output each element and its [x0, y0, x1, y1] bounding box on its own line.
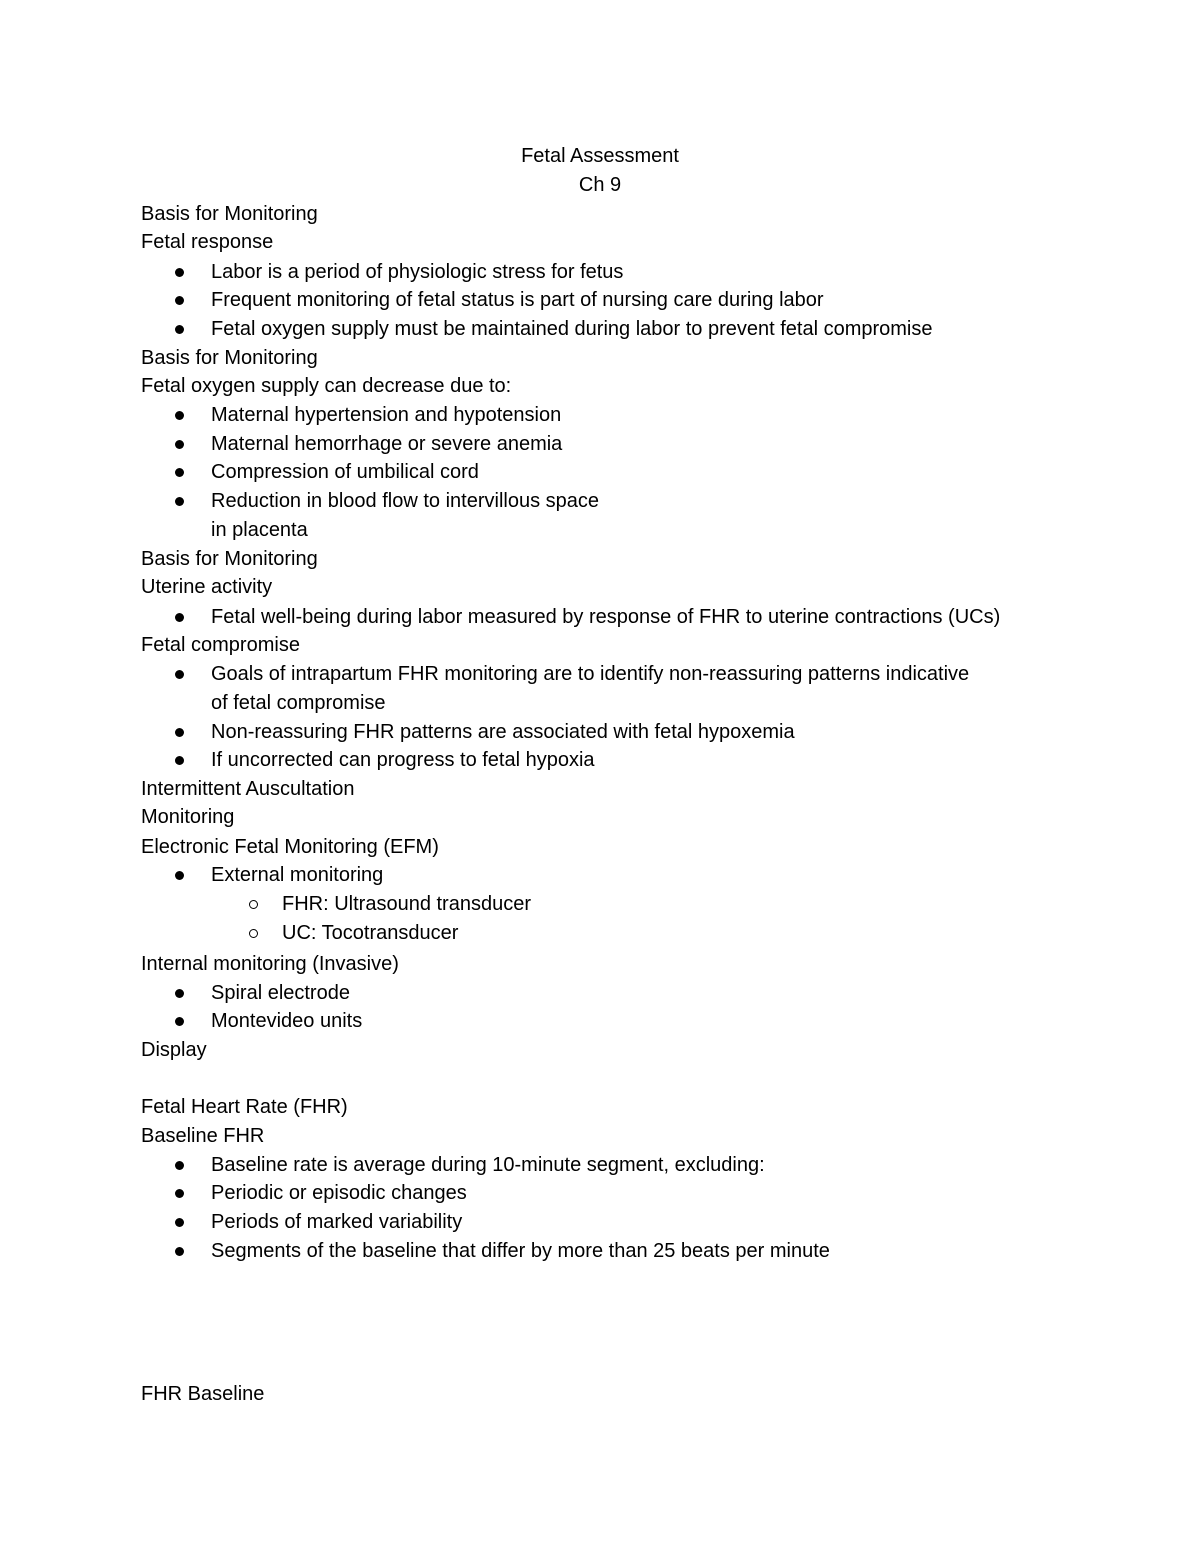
heading-line: Uterine activity — [141, 576, 273, 598]
bullet-dot-icon — [175, 1247, 184, 1256]
bullet-dot-icon — [175, 871, 184, 880]
sub-bullet-item: UC: Tocotransducer — [282, 922, 459, 944]
bullet-dot-icon — [175, 1161, 184, 1170]
bullet-dot-icon — [175, 440, 184, 449]
heading-line: Monitoring — [141, 806, 235, 828]
heading-line: Basis for Monitoring — [141, 548, 318, 570]
bullet-dot-icon — [175, 325, 184, 334]
bullet-item: Spiral electrode — [211, 982, 350, 1004]
heading-line: Baseline FHR — [141, 1125, 265, 1147]
bullet-item: Fetal oxygen supply must be maintained during labor to prevent fetal compromise — [211, 318, 933, 340]
bullet-item: Maternal hemorrhage or severe anemia — [211, 433, 563, 455]
sub-bullet-item: FHR: Ultrasound transducer — [282, 893, 531, 915]
document-subtitle: Ch 9 — [578, 174, 622, 196]
bullet-item: If uncorrected can progress to fetal hypoxia — [211, 749, 595, 771]
bullet-dot-icon — [175, 756, 184, 765]
bullet-item: Goals of intrapartum FHR monitoring are to identify non-reassuring patterns indicative — [211, 663, 970, 685]
heading-line: Fetal Heart Rate (FHR) — [141, 1096, 348, 1118]
bullet-item: Labor is a period of physiologic stress for fetus — [211, 261, 624, 283]
heading-line: Fetal oxygen supply can decrease due to: — [141, 375, 512, 397]
heading-line: FHR Baseline — [141, 1383, 265, 1405]
bullet-dot-icon — [175, 1218, 184, 1227]
bullet-item: Fetal well-being during labor measured by response of FHR to uterine contractions (UCs) — [211, 606, 1001, 628]
hollow-circle-bullet-icon — [249, 929, 258, 938]
bullet-item: in placenta — [211, 519, 308, 541]
bullet-item: Periodic or episodic changes — [211, 1182, 467, 1204]
bullet-dot-icon — [175, 989, 184, 998]
heading-line: Basis for Monitoring — [141, 203, 318, 225]
bullet-dot-icon — [175, 670, 184, 679]
bullet-dot-icon — [175, 1189, 184, 1198]
bullet-item: Reduction in blood flow to intervillous space — [211, 490, 599, 512]
bullet-dot-icon — [175, 468, 184, 477]
heading-line: Fetal response — [141, 231, 274, 253]
bullet-item: of fetal compromise — [211, 692, 386, 714]
heading-line: Basis for Monitoring — [141, 347, 318, 369]
heading-line: Fetal compromise — [141, 634, 300, 656]
heading-line: Internal monitoring (Invasive) — [141, 953, 399, 975]
bullet-dot-icon — [175, 728, 184, 737]
bullet-dot-icon — [175, 497, 184, 506]
heading-line: Display — [141, 1039, 207, 1061]
bullet-item: Non-reassuring FHR patterns are associated with fetal hypoxemia — [211, 721, 795, 743]
bullet-item: Montevideo units — [211, 1010, 363, 1032]
bullet-dot-icon — [175, 268, 184, 277]
bullet-item: Frequent monitoring of fetal status is part of nursing care during labor — [211, 289, 824, 311]
bullet-dot-icon — [175, 613, 184, 622]
bullet-item: Baseline rate is average during 10-minute segment, excluding: — [211, 1154, 765, 1176]
bullet-item: Periods of marked variability — [211, 1211, 463, 1233]
bullet-item: Compression of umbilical cord — [211, 461, 479, 483]
bullet-item: External monitoring — [211, 864, 384, 886]
bullet-dot-icon — [175, 296, 184, 305]
bullet-item: Segments of the baseline that differ by more than 25 beats per minute — [211, 1240, 830, 1262]
heading-line: Electronic Fetal Monitoring (EFM) — [141, 836, 439, 858]
bullet-dot-icon — [175, 411, 184, 420]
bullet-item: Maternal hypertension and hypotension — [211, 404, 562, 426]
document-title: Fetal Assessment — [521, 145, 679, 167]
bullet-dot-icon — [175, 1017, 184, 1026]
heading-line: Intermittent Auscultation — [141, 778, 355, 800]
hollow-circle-bullet-icon — [249, 900, 258, 909]
